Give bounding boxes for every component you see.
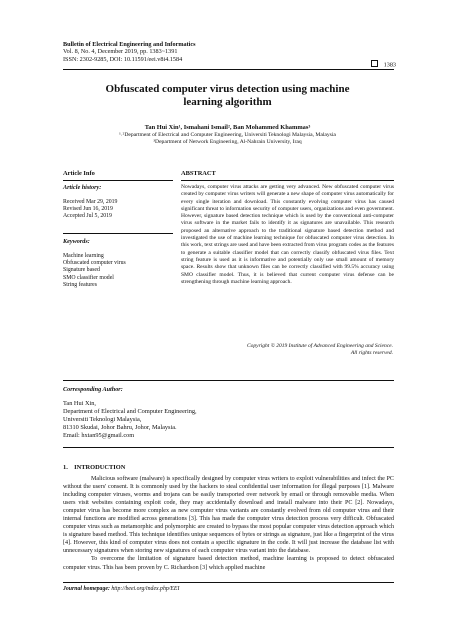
corresponding-heading: Corresponding Author: (63, 386, 123, 393)
corresponding-address: 81310 Skudai, Johor Bahru, Johor, Malaysia. (63, 424, 177, 432)
copyright-notice (180, 343, 393, 357)
corresponding-department: Department of Electrical and Computer Engineering, (63, 408, 197, 416)
keyword-item: Obfuscated computer virus (63, 260, 126, 267)
journal-header (63, 41, 196, 63)
header-divider (63, 69, 394, 70)
keywords-heading: Keywords: (63, 238, 90, 245)
keyword-item: Machine learning (63, 253, 104, 259)
article-history (63, 199, 117, 221)
corresponding-university: Universiti Teknologi Malaysia, (63, 416, 142, 424)
copyright-line-1: Copyright © 2019 Institute of Advanced Engineering and Science. (247, 343, 393, 349)
keyword-item: Signature based (63, 267, 100, 274)
footer-rule (63, 582, 394, 583)
intro-body (63, 475, 394, 572)
corresponding-details (63, 400, 197, 440)
title-line-1: Obfuscated computer virus detection using machine (105, 83, 350, 95)
page-number-value: 1383 (383, 61, 396, 69)
paper-title (63, 83, 392, 108)
corresponding-name: Tan Hui Xin, (63, 400, 96, 407)
affiliations (63, 132, 392, 146)
title-line-2: learning algorithm (183, 95, 272, 108)
keyword-item: String features (63, 281, 97, 288)
history-received: Received Mar 29, 2019 (63, 199, 118, 205)
affiliation-2: ³Department of Network Engineering, Al-Nahrain University, Iraq (153, 138, 302, 145)
history-revised: Revised Jun 16, 2019 (63, 206, 113, 213)
intro-paragraph-2: To overcome the limitation of signature based detection method, machine learning is proposed to detect obfuscated computer virus. This has been proven by C. Richardson [3] which applied machine (63, 556, 394, 571)
history-accepted: Accepted Jul 5, 2019 (63, 213, 112, 220)
article-history-heading: Article history: (63, 184, 102, 191)
author-list: Tan Hui Xin¹, Ismahani Ismail², Ban Mohammed Khammas³ (144, 124, 311, 131)
copyright-line-2: All rights reserved. (350, 350, 393, 357)
abstract-rule (181, 180, 394, 181)
intro-heading: 1. INTRODUCTION (63, 464, 126, 471)
journal-name: Bulletin of Electrical Engineering and Informatics (63, 41, 196, 48)
abstract-heading: ABSTRACT (181, 170, 216, 177)
journal-volume: Vol. 8, No. 4, December 2019, pp. 1383~1391 (63, 48, 178, 56)
article-info-rule (63, 180, 173, 181)
homepage-link[interactable]: http://beei.org/index.php/EEI (111, 586, 180, 592)
square-icon (371, 60, 378, 67)
keyword-item: SMO classifier model (63, 274, 114, 281)
intro-paragraph-1: Malicious software (malware) is specifically designed by computer virus writers to exploit vulnerabilities and infect the PC without the users' consent. It is commonly used by the hackers to steal confidential user information for illegal purposes [1]. Malware including computer viruses, worms and trojans can be easily transported over network by email or through removable media. When users visit websites containing exploit code, they may accidentally download and install malware into their PC [2]. Nowadays, computer virus has become more complex as new computer virus variants are constantly evolved from old computer virus and their internal functions are modified across generations [3]. This has made the computer virus detection process very difficult. Obfuscated computer virus such as metamorphic and polymorphic are created to bypass the most popular computer virus detection approach which is signature based method. This technique identifies unique sequences of bytes or strings as signature, just like a fingerprint of the virus [4]. However, this kind of computer virus does not contain a specific signature in the code. It will just increase the database list with unnecessary signatures when storing new signatures of each computer virus variant into the database. (63, 476, 394, 555)
corresponding-rule (63, 447, 394, 448)
homepage-label: Journal homepage (63, 586, 108, 592)
abstract-bottom-rule (63, 380, 394, 381)
keywords-list (63, 253, 126, 289)
affiliation-1: ¹˒²Department of Electrical and Computer Engineering, Universiti Teknologi Malaysia, Malaysia (119, 132, 336, 138)
abstract-text: Nowadays, computer virus attacks are getting very advanced. New obfuscated computer virus created by computer virus writers will generate a new shape of computer virus automatically for every single iteration and download. This constantly evolving computer virus has caused significant threat to information security of computer users, organizations and even government. However, signature based detection technique which is used by the conventional anti-computer virus software in the market fails to identify it as signatures are unavailable. This research proposed an alternative approach to the traditional signature based detection method and investigated the use of machine learning technique for obfuscated computer virus detection. In this work, text strings are used and have been extracted from virus program codes as the features to generate a suitable classifier model that can correctly classify obfuscated virus files. Text string feature is used as it is informative and potentially only use small amount of memory space. Results show that unknown files can be correctly classified with 99.5% accuracy using SMO classifier model. Thus, it is believed that current computer virus defense can be strengthening through machine learning approach. (181, 184, 394, 285)
page-number (371, 60, 396, 69)
journal-homepage: Journal homepage: http://beei.org/index.php/EEI (63, 586, 180, 592)
article-info-heading: Article Info (63, 170, 95, 177)
journal-issn: ISSN: 2302-9285, DOI: 10.11591/eei.v8i4.1584 (63, 55, 183, 63)
corresponding-email: Email: hxtan95@gmail.com (63, 432, 135, 440)
history-rule (63, 233, 173, 234)
